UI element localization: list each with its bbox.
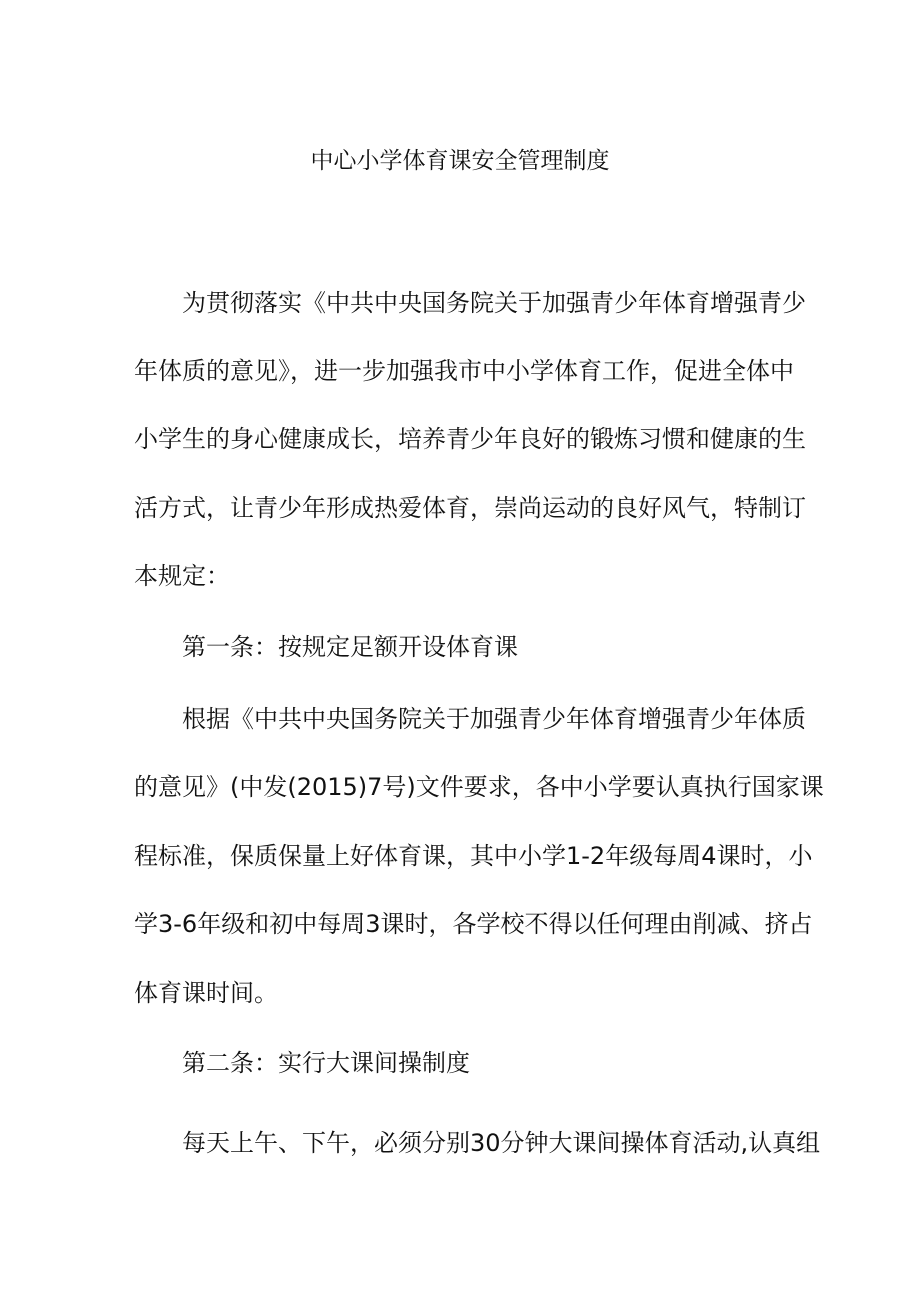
article1-line-4: 学3-6年级和初中每周3课时，各学校不得以任何理由削减、挤占 (134, 910, 813, 938)
intro-line-5: 本规定： (134, 562, 230, 590)
article1-line-3: 程标准，保质保量上好体育课，其中小学1-2年级每周4课时，小 (134, 842, 813, 870)
intro-line-1: 为贯彻落实《中共中央国务院关于加强青少年体育增强青少 (182, 289, 806, 317)
intro-line-2: 年体质的意见》，进一步加强我市中小学体育工作，促进全体中 (134, 357, 794, 385)
article2-line-1: 每天上午、下午，必须分别30分钟大课间操体育活动,认真组 (182, 1129, 821, 1157)
article2-heading: 第二条：实行大课间操制度 (182, 1049, 470, 1077)
intro-line-3: 小学生的身心健康成长，培养青少年良好的锻炼习惯和健康的生 (134, 425, 806, 453)
article1-heading: 第一条：按规定足额开设体育课 (182, 633, 518, 661)
article1-line-2: 的意见》(中发(2015)7号)文件要求，各中小学要认真执行国家课 (134, 773, 824, 801)
article1-line-1: 根据《中共中央国务院关于加强青少年体育增强青少年体质 (182, 705, 806, 733)
intro-line-4: 活方式，让青少年形成热爱体育，崇尚运动的良好风气，特制订 (134, 494, 806, 522)
article1-line-5: 体育课时间。 (134, 979, 278, 1007)
document-title: 中心小学体育课安全管理制度 (310, 148, 610, 174)
